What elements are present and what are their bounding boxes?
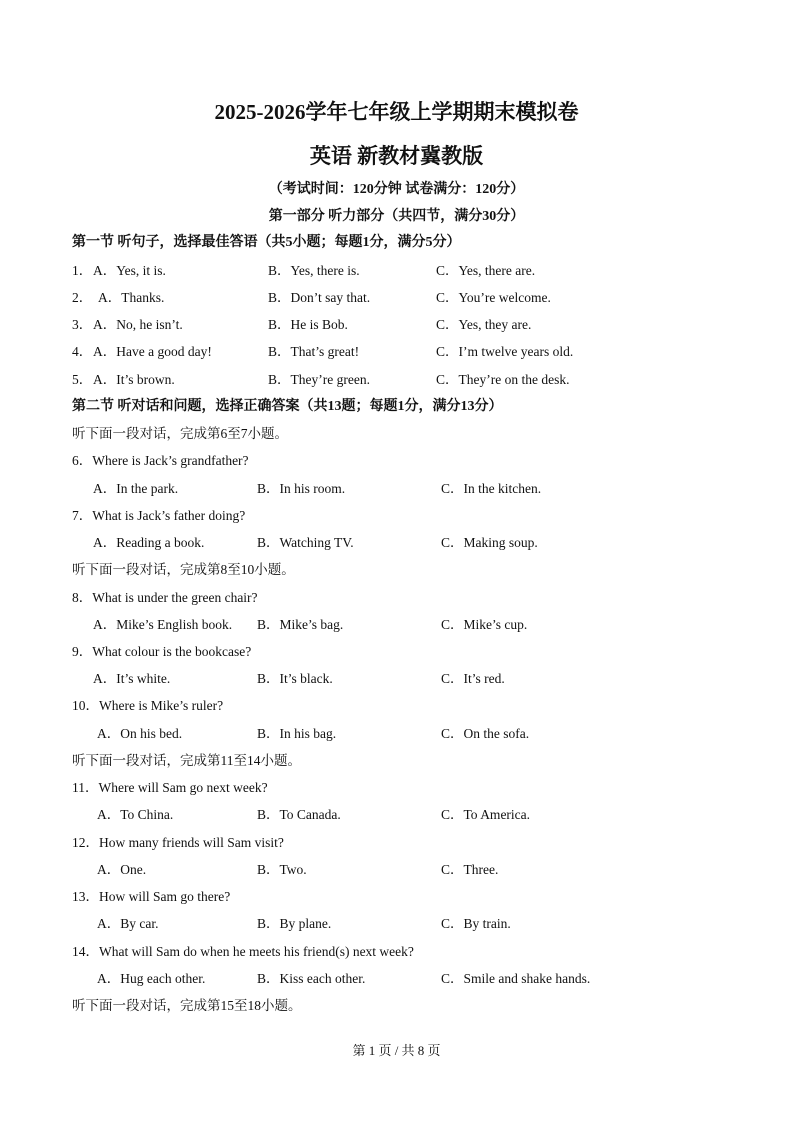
q11-option-c: C．To America. xyxy=(441,807,531,822)
q11-option-a: A．To China. xyxy=(97,807,174,822)
q6-stem: 6．Where is Jack’s grandfather? xyxy=(72,453,249,468)
q10-option-b: B．In his bag. xyxy=(257,726,337,741)
q8-option-c: C．Mike’s cup. xyxy=(441,617,528,632)
q12-option-c: C．Three. xyxy=(441,862,499,877)
q11-option-b: B．To Canada. xyxy=(257,807,341,822)
q3-option-c: C．Yes, they are. xyxy=(436,317,532,332)
page-number: 第 1 页 / 共 8 页 xyxy=(352,1043,441,1058)
q6-option-a: A．In the park. xyxy=(93,481,179,496)
part-heading: 第一部分 听力部分（共四节，满分30分） xyxy=(268,209,525,224)
q8-stem: 8．What is under the green chair? xyxy=(72,590,258,605)
q14-option-b: B．Kiss each other. xyxy=(257,971,366,986)
section2-heading: 第二节 听对话和问题，选择正确答案（共13题；每题1分，满分13分） xyxy=(72,399,503,414)
q6-option-b: B．In his room. xyxy=(257,481,346,496)
q6-option-c: C．In the kitchen. xyxy=(441,481,542,496)
q3-option-a: A．No, he isn’t. xyxy=(93,317,183,332)
q7-option-a: A．Reading a book. xyxy=(93,535,205,550)
q13-option-a: A．By car. xyxy=(97,916,159,931)
q14-option-a: A．Hug each other. xyxy=(97,971,206,986)
q1-option-b: B．Yes, there is. xyxy=(268,263,360,278)
q2-number: 2． xyxy=(72,290,93,305)
q13-option-b: B．By plane. xyxy=(257,916,332,931)
q5-option-a: A．It’s brown. xyxy=(93,372,175,387)
section1-heading: 第一节 听句子，选择最佳答语（共5小题；每题1分，满分5分） xyxy=(72,235,461,250)
q7-option-b: B．Watching TV. xyxy=(257,535,354,550)
q13-option-c: C．By train. xyxy=(441,916,511,931)
q9-stem: 9．What colour is the bookcase? xyxy=(72,644,252,659)
q11-stem: 11．Where will Sam go next week? xyxy=(72,780,268,795)
dialogue-intro-15-18: 听下面一段对话，完成第15至18小题。 xyxy=(72,998,302,1013)
q10-option-c: C．On the sofa. xyxy=(441,726,530,741)
q1-option-a: A．Yes, it is. xyxy=(93,263,166,278)
q2-option-c: C．You’re welcome. xyxy=(436,290,551,305)
q4-option-a: A．Have a good day! xyxy=(93,344,212,359)
q13-stem: 13．How will Sam go there? xyxy=(72,889,231,904)
q8-option-b: B．Mike’s bag. xyxy=(257,617,344,632)
q10-stem: 10．Where is Mike’s ruler? xyxy=(72,698,224,713)
q14-option-c: C．Smile and shake hands. xyxy=(441,971,591,986)
dialogue-intro-6-7: 听下面一段对话，完成第6至7小题。 xyxy=(72,426,288,441)
exam-subtitle: 英语 新教材冀教版 xyxy=(309,144,484,168)
q2-option-a: A．Thanks. xyxy=(98,290,165,305)
exam-info: （考试时间：120分钟 试卷满分：120分） xyxy=(268,182,525,197)
q12-option-a: A．One. xyxy=(97,862,147,877)
exam-title: 2025-2026学年七年级上学期期末模拟卷 xyxy=(214,100,579,124)
dialogue-intro-8-10: 听下面一段对话，完成第8至10小题。 xyxy=(72,562,295,577)
dialogue-intro-11-14: 听下面一段对话，完成第11至14小题。 xyxy=(72,753,301,768)
q4-option-c: C．I’m twelve years old. xyxy=(436,344,574,359)
q3-option-b: B．He is Bob. xyxy=(268,317,348,332)
q4-option-b: B．That’s great! xyxy=(268,344,360,359)
q2-option-b: B．Don’t say that. xyxy=(268,290,371,305)
q12-option-b: B．Two. xyxy=(257,862,307,877)
q14-stem: 14．What will Sam do when he meets his friend(s) next week? xyxy=(72,944,414,959)
q9-option-b: B．It’s black. xyxy=(257,671,333,686)
q4-number: 4． xyxy=(72,344,93,359)
q10-option-a: A．On his bed. xyxy=(97,726,183,741)
q7-stem: 7．What is Jack’s father doing? xyxy=(72,508,246,523)
q12-stem: 12．How many friends will Sam visit? xyxy=(72,835,284,850)
q5-option-c: C．They’re on the desk. xyxy=(436,372,570,387)
q8-option-a: A．Mike’s English book. xyxy=(93,617,233,632)
q5-option-b: B．They’re green. xyxy=(268,372,370,387)
q9-option-a: A．It’s white. xyxy=(93,671,171,686)
q5-number: 5． xyxy=(72,372,93,387)
q1-option-c: C．Yes, there are. xyxy=(436,263,536,278)
q1-number: 1． xyxy=(72,263,93,278)
q3-number: 3． xyxy=(72,317,93,332)
q9-option-c: C．It’s red. xyxy=(441,671,505,686)
q7-option-c: C．Making soup. xyxy=(441,535,538,550)
